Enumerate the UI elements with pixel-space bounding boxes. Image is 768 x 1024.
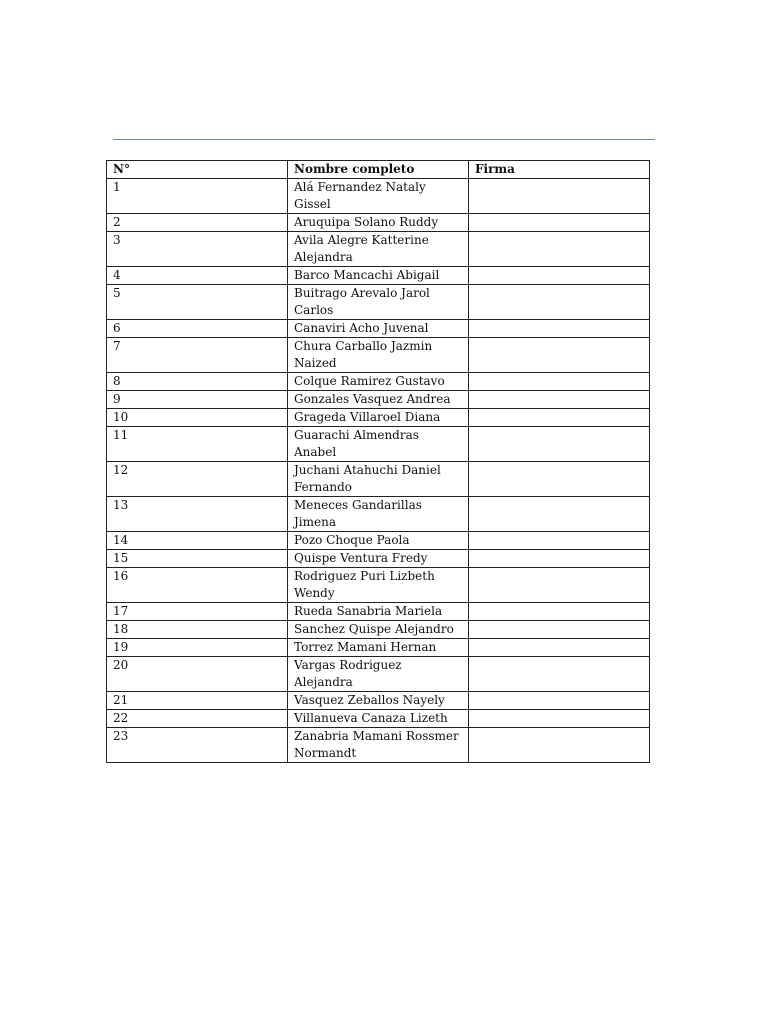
row-number: 21	[107, 692, 288, 710]
row-number: 5	[107, 285, 288, 320]
row-signature-cell[interactable]	[469, 497, 650, 532]
table-row	[107, 409, 650, 427]
row-signature-cell[interactable]	[469, 338, 650, 373]
table-row	[107, 462, 650, 497]
table-row	[107, 373, 650, 391]
row-number: 9	[107, 391, 288, 409]
row-signature-cell[interactable]	[469, 285, 650, 320]
table-row	[107, 603, 650, 621]
row-full-name: Villanueva Canaza Lizeth	[288, 710, 469, 728]
row-full-name: Alá Fernandez Nataly Gissel	[288, 179, 469, 214]
table-row	[107, 391, 650, 409]
row-signature-cell[interactable]	[469, 532, 650, 550]
row-signature-cell[interactable]	[469, 603, 650, 621]
row-full-name: Zanabria Mamani Rossmer Normandt	[288, 728, 469, 763]
row-full-name: Juchani Atahuchi Daniel Fernando	[288, 462, 469, 497]
row-signature-cell[interactable]	[469, 179, 650, 214]
header-signature: Firma	[469, 161, 650, 179]
row-full-name: Rodriguez Puri Lizbeth Wendy	[288, 568, 469, 603]
row-number: 15	[107, 550, 288, 568]
row-signature-cell[interactable]	[469, 427, 650, 462]
row-full-name: Guarachi Almendras Anabel	[288, 427, 469, 462]
table-row	[107, 550, 650, 568]
row-signature-cell[interactable]	[469, 320, 650, 338]
row-signature-cell[interactable]	[469, 409, 650, 427]
table-row	[107, 179, 650, 214]
table-row	[107, 497, 650, 532]
row-number: 13	[107, 497, 288, 532]
row-signature-cell[interactable]	[469, 568, 650, 603]
row-signature-cell[interactable]	[469, 621, 650, 639]
row-number: 4	[107, 267, 288, 285]
table-row	[107, 267, 650, 285]
row-signature-cell[interactable]	[469, 728, 650, 763]
row-full-name: Chura Carballo Jazmin Naized	[288, 338, 469, 373]
row-signature-cell[interactable]	[469, 639, 650, 657]
row-number: 8	[107, 373, 288, 391]
table-row	[107, 214, 650, 232]
row-signature-cell[interactable]	[469, 462, 650, 497]
row-signature-cell[interactable]	[469, 267, 650, 285]
row-number: 12	[107, 462, 288, 497]
row-signature-cell[interactable]	[469, 550, 650, 568]
row-number: 19	[107, 639, 288, 657]
row-signature-cell[interactable]	[469, 391, 650, 409]
row-number: 1	[107, 179, 288, 214]
row-number: 7	[107, 338, 288, 373]
row-full-name: Rueda Sanabria Mariela	[288, 603, 469, 621]
row-full-name: Avila Alegre Katterine Alejandra	[288, 232, 469, 267]
table-row	[107, 532, 650, 550]
row-number: 22	[107, 710, 288, 728]
table-row	[107, 728, 650, 763]
row-signature-cell[interactable]	[469, 214, 650, 232]
table-row	[107, 692, 650, 710]
row-full-name: Quispe Ventura Fredy	[288, 550, 469, 568]
row-signature-cell[interactable]	[469, 373, 650, 391]
row-number: 16	[107, 568, 288, 603]
row-full-name: Gonzales Vasquez Andrea	[288, 391, 469, 409]
row-number: 14	[107, 532, 288, 550]
table-row	[107, 639, 650, 657]
table-row	[107, 710, 650, 728]
table-header-row	[107, 161, 650, 179]
row-full-name: Torrez Mamani Hernan	[288, 639, 469, 657]
row-number: 17	[107, 603, 288, 621]
table-body	[107, 179, 650, 763]
row-signature-cell[interactable]	[469, 692, 650, 710]
row-number: 2	[107, 214, 288, 232]
row-number: 10	[107, 409, 288, 427]
row-signature-cell[interactable]	[469, 710, 650, 728]
row-full-name: Buitrago Arevalo Jarol Carlos	[288, 285, 469, 320]
row-full-name: Canaviri Acho Juvenal	[288, 320, 469, 338]
row-signature-cell[interactable]	[469, 232, 650, 267]
header-number: N°	[107, 161, 288, 179]
row-number: 18	[107, 621, 288, 639]
row-number: 3	[107, 232, 288, 267]
row-full-name: Barco Mancachi Abigail	[288, 267, 469, 285]
table-row	[107, 621, 650, 639]
table-row	[107, 285, 650, 320]
row-full-name: Grageda Villaroel Diana	[288, 409, 469, 427]
table-row	[107, 338, 650, 373]
table-row	[107, 657, 650, 692]
table-row	[107, 568, 650, 603]
row-number: 23	[107, 728, 288, 763]
header-rule	[113, 139, 655, 140]
header-name: Nombre completo	[288, 161, 469, 179]
row-number: 20	[107, 657, 288, 692]
table-row	[107, 320, 650, 338]
row-full-name: Vasquez Zeballos Nayely	[288, 692, 469, 710]
row-full-name: Meneces Gandarillas Jimena	[288, 497, 469, 532]
row-full-name: Colque Ramirez Gustavo	[288, 373, 469, 391]
row-number: 11	[107, 427, 288, 462]
row-full-name: Sanchez Quispe Alejandro	[288, 621, 469, 639]
row-full-name: Aruquipa Solano Ruddy	[288, 214, 469, 232]
row-signature-cell[interactable]	[469, 657, 650, 692]
table-row	[107, 427, 650, 462]
row-full-name: Pozo Choque Paola	[288, 532, 469, 550]
table-row	[107, 232, 650, 267]
attendance-table	[106, 160, 650, 763]
row-number: 6	[107, 320, 288, 338]
row-full-name: Vargas Rodriguez Alejandra	[288, 657, 469, 692]
